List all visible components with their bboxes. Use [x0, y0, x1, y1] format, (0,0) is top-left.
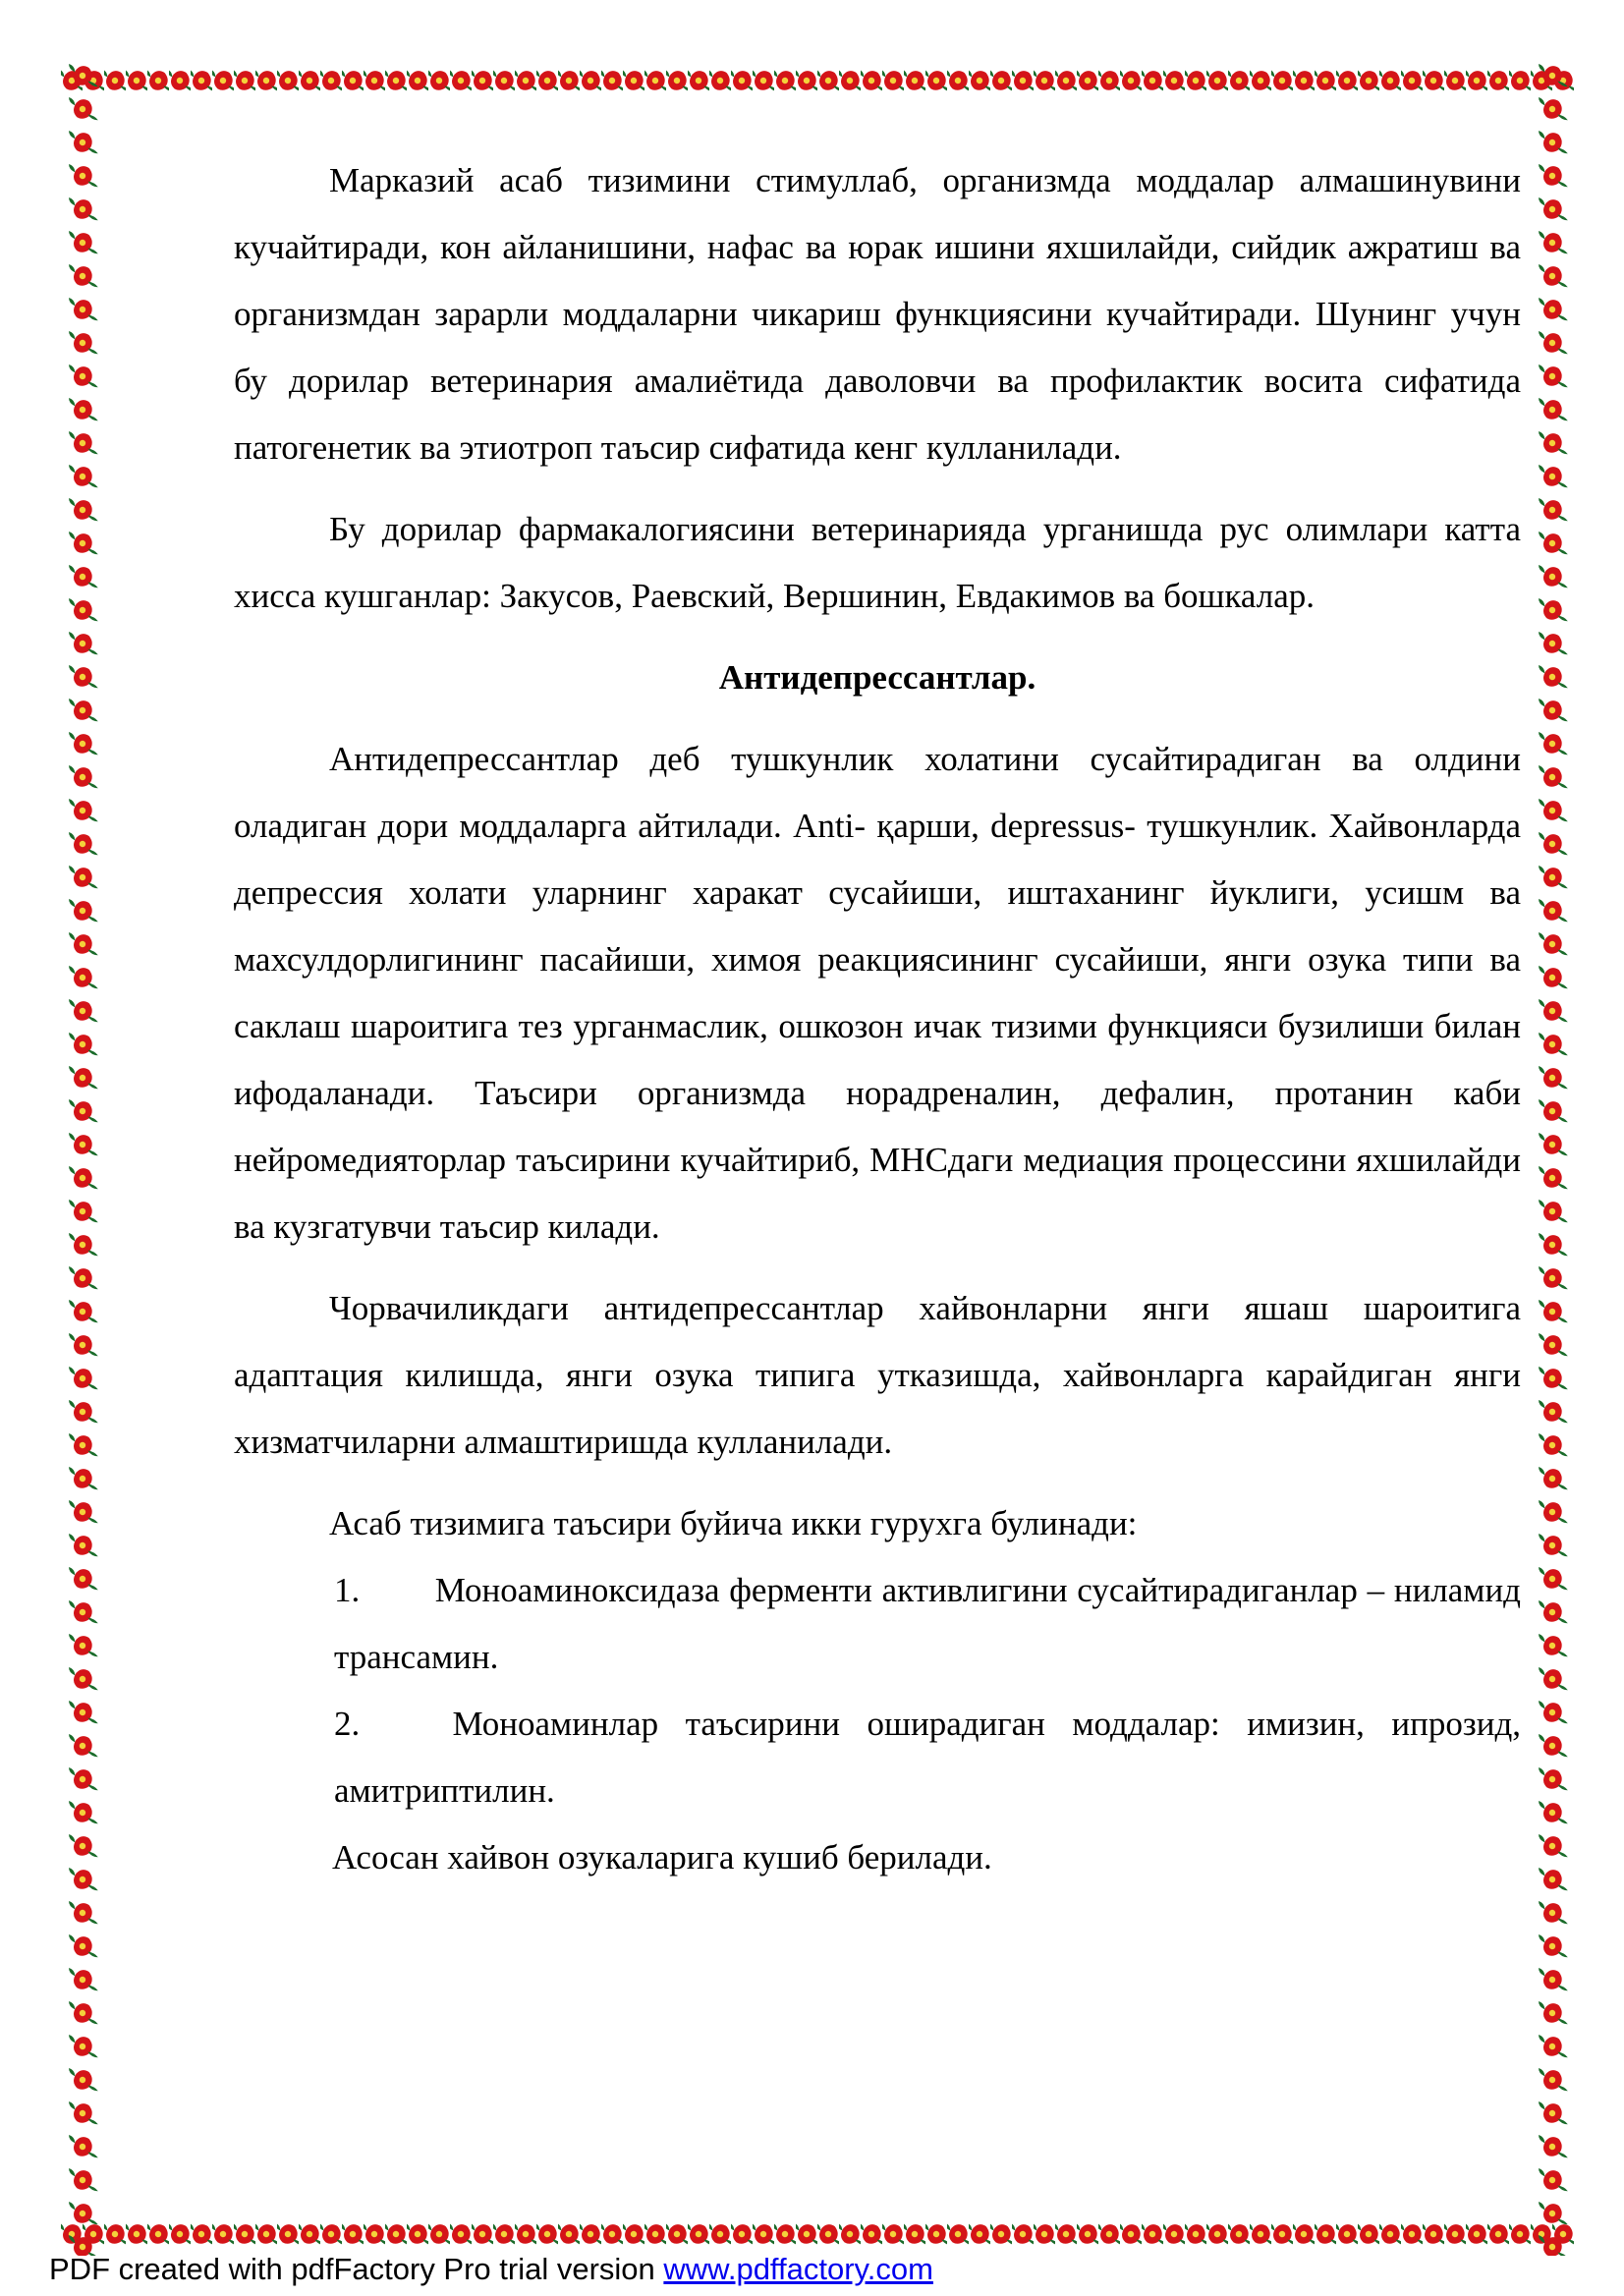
list-item	[334, 1557, 1521, 1691]
list-item-text: Моноаминлар таъсирини оширадиган моддалар: имизин, ипрозид, амитриптилин.	[334, 1705, 1522, 1810]
flower-border-top	[61, 59, 1574, 102]
red-flower-icon-row	[61, 59, 1574, 102]
paragraph-definition: Антидепрессантлар деб тушкунлик холатини сусайтирадиган ва олдини оладиган дори моддаларга айтилади. Anti- қарши, depressus- тушкунлик. Хайвонларда депрессия холати уларнинг харакат сусайиши, иштаханинг йуклиги, усишм ва махсулдорлигининг пасайиши, химоя реакциясининг сусайиши, янги озука типи ва саклаш шароитига тез урганмаслик, ошкозон ичак тизими функцияси бузилиши билан ифодаланади. Таъсири организмда норадреналин, дефалин, протанин каби нейромедияторлар таъсирини кучайтириб, МНСдаги медиация процессини яхшилайди ва кузгатувчи таъсир килади.	[234, 740, 1521, 1246]
paragraph-scientists: Бу дорилар фармакалогиясини ветеринарияда урганишда рус олимлари катта хисса кушганлар: Закусов, Раевский, Вершинин, Евдакимов ва бошкалар.	[234, 510, 1521, 615]
pdf-watermark-footer	[49, 2250, 933, 2289]
paragraph-usage: Чорвачиликдаги антидепрессантлар хайвонларни янги яшаш шароитига адаптация килишда, янги озука типига утказишда, хайвонларга карайдиган янги хизматчиларни алмаштиришда кулланилади.	[234, 1289, 1521, 1461]
flower-border-right	[1531, 59, 1574, 2256]
flower-border-left	[61, 59, 104, 2256]
pdffactory-link[interactable]: www.pdffactory.com	[663, 2252, 933, 2286]
list-item-number: 2.	[334, 1705, 361, 1743]
closing-sentence: Асосан хайвон озукаларига кушиб берилади.	[332, 1838, 992, 1876]
list-item	[334, 1691, 1521, 1824]
section-heading: Антидепрессантлар.	[718, 658, 1036, 697]
paragraph-groups-intro: Асаб тизимига таъсири буйича икки гурухга булинади:	[329, 1504, 1138, 1542]
red-flower-icon-column	[61, 59, 104, 2256]
document-body	[234, 147, 1521, 1891]
list-item-number: 1.	[334, 1571, 361, 1609]
footer-text: PDF created with pdfFactory Pro trial version	[49, 2252, 664, 2286]
list-item-text: Моноаминоксидаза ферменти активлигини сусайтирадиганлар – ниламид трансамин.	[334, 1571, 1521, 1676]
paragraph-intro: Марказий асаб тизимини стимуллаб, организмда моддалар алмашинувини кучайтиради, кон айланишини, нафас ва юрак ишини яхшилайди, сийдик ажратиш ва организмдан зарарли моддаларни чикариш функциясини кучайтиради. Шунинг учун бу дорилар ветеринария амалиётида даволовчи ва профилактик восита сифатида патогенетик ва этиотроп таъсир сифатида кенг кулланилади.	[234, 161, 1521, 467]
groups-list	[234, 1557, 1521, 1824]
red-flower-icon-column	[1531, 59, 1574, 2256]
